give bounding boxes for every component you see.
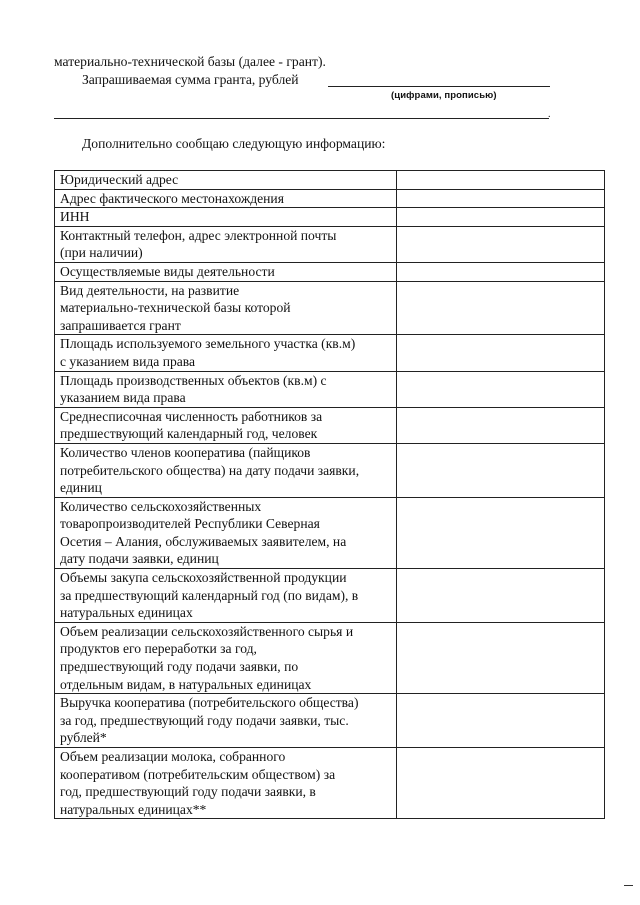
row-value-cell[interactable] [397, 622, 605, 693]
row-label-cell [55, 497, 397, 568]
intro-line-1: материально-технической базы (далее - грант). [54, 54, 326, 69]
row-value-cell[interactable] [397, 281, 605, 335]
table-row [55, 189, 605, 208]
row-label-line: ИНН [60, 209, 90, 225]
row-label-cell [55, 371, 397, 407]
table-row [55, 497, 605, 568]
row-label-line: Количество членов кооператива (пайщиков [60, 444, 311, 460]
row-label-line: Осетия – Алания, обслуживаемых заявителем, на [60, 533, 347, 549]
table-row [55, 208, 605, 227]
row-label-cell [55, 281, 397, 335]
row-label-line: предшествующий году подачи заявки, по [60, 659, 299, 675]
row-label-line: Вид деятельности, на развитие [60, 282, 240, 298]
table-row [55, 443, 605, 497]
additional-info-heading: Дополнительно сообщаю следующую информацию: [82, 136, 386, 151]
row-label-line: Количество сельскохозяйственных [60, 498, 262, 514]
row-value-cell[interactable] [397, 371, 605, 407]
row-label-line: год, предшествующий году подачи заявки, в [60, 784, 316, 800]
row-label-line: Адрес фактического местонахождения [60, 190, 284, 206]
page-edge-mark [624, 885, 633, 886]
row-label-line: рублей* [60, 730, 107, 746]
table-row [55, 262, 605, 281]
row-value-cell[interactable] [397, 208, 605, 227]
row-label-cell [55, 443, 397, 497]
row-label-cell [55, 262, 397, 281]
row-label-line: материально-технической базы которой [60, 300, 291, 316]
row-label-cell [55, 569, 397, 623]
row-label-line: продуктов его переработки за год, [60, 641, 257, 657]
row-value-cell[interactable] [397, 497, 605, 568]
row-label-line: единиц [60, 480, 102, 496]
row-label-line: товаропроизводителей Республики Северная [60, 516, 320, 532]
grant-amount-hint: (цифрами, прописью) [391, 90, 497, 101]
row-label-line: кооперативом (потребительским обществом) за [60, 766, 336, 782]
grant-amount-field[interactable] [328, 86, 550, 87]
row-value-cell[interactable] [397, 262, 605, 281]
row-label-line: Осуществляемые виды деятельности [60, 263, 275, 279]
row-label-line: запрашивается грант [60, 317, 181, 333]
row-label-cell [55, 335, 397, 371]
table-row [55, 569, 605, 623]
row-label-line: потребительского общества) на дату подачи заявки, [60, 462, 360, 478]
grant-amount-label: Запрашиваемая сумма гранта, рублей [82, 72, 299, 87]
row-label-cell [55, 189, 397, 208]
row-value-cell[interactable] [397, 407, 605, 443]
table-row [55, 281, 605, 335]
row-label-cell [55, 208, 397, 227]
row-label-line: за предшествующий календарный год (по видам), в [60, 587, 359, 603]
table-row [55, 171, 605, 190]
row-label-line: Юридический адрес [60, 172, 179, 187]
row-value-cell[interactable] [397, 189, 605, 208]
table-row [55, 226, 605, 262]
row-label-line: Объемы закупа сельскохозяйственной продукции [60, 570, 347, 586]
row-label-line: указанием вида права [60, 390, 186, 406]
row-label-line: отдельным видам, в натуральных единицах [60, 676, 312, 692]
row-value-cell[interactable] [397, 443, 605, 497]
row-label-cell [55, 748, 397, 819]
row-label-cell [55, 171, 397, 190]
row-value-cell[interactable] [397, 569, 605, 623]
row-label-line: Выручка кооператива (потребительского общества) [60, 695, 359, 711]
row-label-line: натуральных единицах** [60, 801, 207, 817]
table-row [55, 335, 605, 371]
row-value-cell[interactable] [397, 226, 605, 262]
row-label-line: натуральных единицах [60, 605, 193, 621]
table-row [55, 748, 605, 819]
line-end-dot: . [548, 109, 551, 120]
row-value-cell[interactable] [397, 748, 605, 819]
row-label-line: Объем реализации сельскохозяйственного сырья и [60, 623, 354, 639]
row-value-cell[interactable] [397, 335, 605, 371]
row-label-line: Площадь производственных объектов (кв.м) с [60, 372, 327, 388]
row-label-cell [55, 622, 397, 693]
row-label-line: Объем реализации молока, собранного [60, 749, 286, 764]
row-label-line: за год, предшествующий году подачи заявки, тыс. [60, 712, 349, 728]
row-label-cell [55, 694, 397, 748]
row-label-line: Площадь используемого земельного участка (кв.м) [60, 336, 356, 352]
table-row [55, 407, 605, 443]
grant-amount-field-continuation[interactable] [54, 118, 549, 119]
row-label-cell [55, 407, 397, 443]
table-row [55, 694, 605, 748]
row-label-cell [55, 226, 397, 262]
applicant-info-table [54, 170, 605, 819]
row-value-cell[interactable] [397, 171, 605, 190]
row-label-line: с указанием вида права [60, 353, 196, 369]
row-value-cell[interactable] [397, 694, 605, 748]
table-row [55, 371, 605, 407]
row-label-line: Контактный телефон, адрес электронной почты [60, 227, 337, 243]
row-label-line: (при наличии) [60, 245, 143, 261]
table-row [55, 622, 605, 693]
row-label-line: Среднесписочная численность работников за [60, 408, 323, 424]
row-label-line: предшествующий календарный год, человек [60, 426, 318, 442]
row-label-line: дату подачи заявки, единиц [60, 551, 219, 567]
